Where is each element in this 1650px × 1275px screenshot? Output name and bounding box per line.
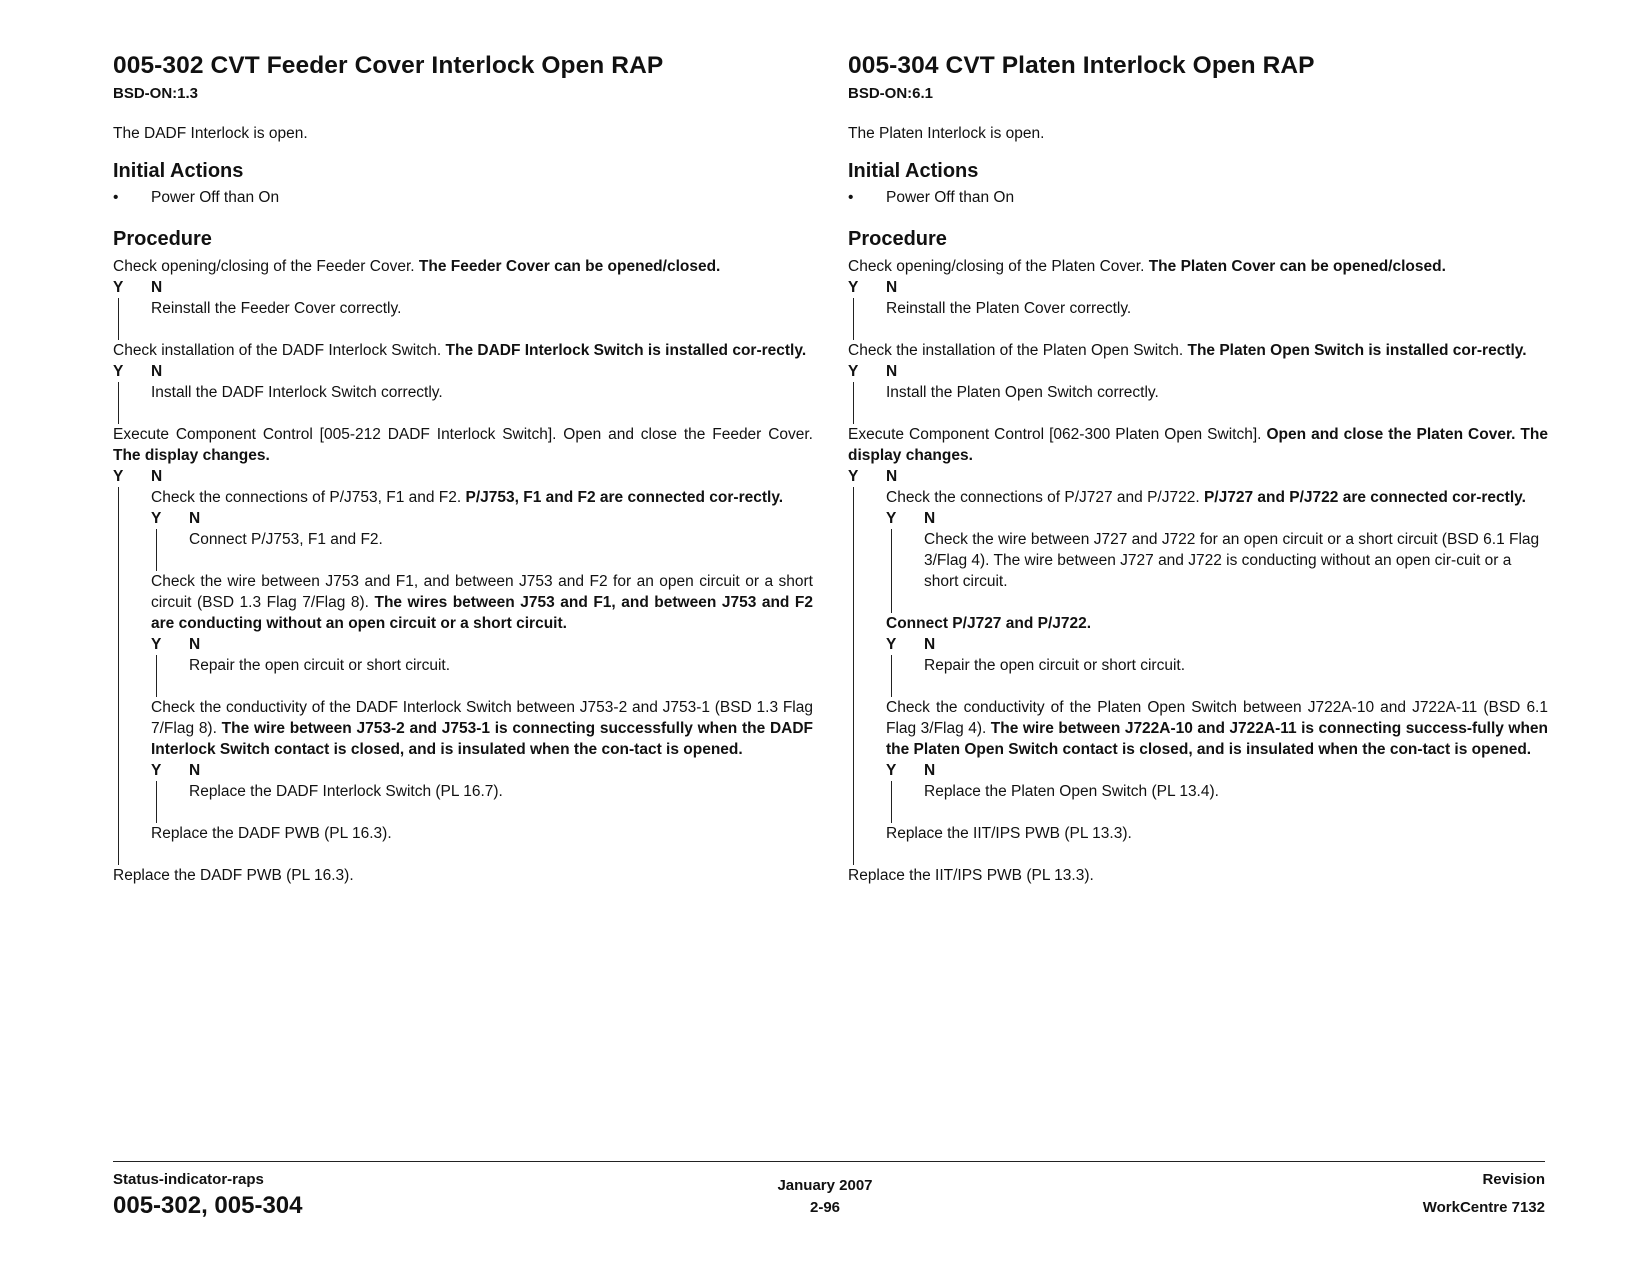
no-action: Reinstall the Feeder Cover correctly.	[151, 300, 402, 317]
footer-date: January 2007	[777, 1177, 873, 1194]
bullet-icon: •	[848, 189, 854, 206]
yes-no-labels: Y N	[113, 279, 163, 296]
yes-no-labels: Y N	[848, 363, 898, 380]
initial-action-item: • Power Off than On	[113, 189, 280, 206]
footer-revision: Revision	[1482, 1171, 1545, 1188]
yes-no-labels: Y N	[886, 762, 936, 779]
step-question: Execute Component Control [005-212 DADF Interlock Switch]. Open and close the Feeder Cover. The display changes.	[113, 426, 813, 464]
yes-no-labels: Y N	[886, 636, 936, 653]
yes-no-labels: Y N	[886, 510, 936, 527]
decision-branch	[886, 655, 1548, 697]
footer-codes: 005-302, 005-304	[113, 1192, 303, 1219]
initial-actions-heading: Initial Actions	[113, 160, 244, 182]
step-question: Execute Component Control [062-300 Platen Open Switch]. Open and close the Platen Cover. The display changes.	[848, 426, 1548, 464]
no-action: Repair the open circuit or short circuit.	[924, 657, 1186, 674]
fault-description: The DADF Interlock is open.	[113, 125, 308, 142]
bsd-reference: BSD-ON:1.3	[113, 85, 199, 102]
no-action: Connect P/J753, F1 and F2.	[189, 531, 383, 548]
procedure-heading: Procedure	[113, 228, 212, 250]
fault-description: The Platen Interlock is open.	[848, 125, 1045, 142]
yes-no-labels: Y N	[113, 468, 163, 485]
step-question: Check opening/closing of the Platen Cover. The Platen Cover can be opened/closed.	[848, 258, 1446, 275]
decision-branch	[886, 529, 1548, 613]
decision-branch	[151, 781, 813, 823]
no-action: Install the DADF Interlock Switch correctly.	[151, 384, 443, 401]
rap-005-304	[848, 50, 1548, 886]
decision-branch	[848, 298, 1548, 340]
no-action: Replace the DADF Interlock Switch (PL 16.7).	[189, 783, 503, 800]
yes-no-labels: Y N	[151, 510, 201, 527]
final-action: Replace the IIT/IPS PWB (PL 13.3).	[848, 867, 1094, 884]
decision-branch	[848, 382, 1548, 424]
procedure	[113, 256, 813, 886]
bullet-icon: •	[113, 189, 119, 206]
initial-actions-heading: Initial Actions	[848, 160, 979, 182]
step-question: Check the conductivity of the Platen Open Switch between J722A-10 and J722A-11 (BSD 6.1 Flag 3/Flag 4). The wire between J722A-10 and J722A-11 is connecting success-fully when the Platen Open Switch contact is closed, and is insulated when the con-tact is opened.	[886, 699, 1548, 758]
decision-branch	[151, 655, 813, 697]
decision-branch	[113, 382, 813, 424]
procedure	[848, 256, 1548, 886]
step-question: Check the wire between J753 and F1, and between J753 and F2 for an open circuit or a short circuit (BSD 1.3 Flag 7/Flag 8). The wires between J753 and F1, and between J753 and F2 are conducting without an open circuit or a short circuit.	[151, 573, 813, 632]
yes-action: Replace the DADF PWB (PL 16.3).	[151, 825, 392, 842]
step-question: Check the connections of P/J727 and P/J722. P/J727 and P/J722 are connected cor-rectly.	[886, 489, 1526, 506]
no-action: Install the Platen Open Switch correctly.	[886, 384, 1159, 401]
step-question: Check opening/closing of the Feeder Cover. The Feeder Cover can be opened/closed.	[113, 258, 721, 275]
step-question: Check the installation of the Platen Open Switch. The Platen Open Switch is installed cor-rectly.	[848, 342, 1527, 359]
decision-branch	[848, 487, 1548, 865]
decision-branch	[113, 298, 813, 340]
yes-no-labels: Y N	[151, 762, 201, 779]
final-action: Replace the DADF PWB (PL 16.3).	[113, 867, 354, 884]
decision-branch	[113, 487, 813, 865]
step-question: Check installation of the DADF Interlock Switch. The DADF Interlock Switch is installed cor-rectly.	[113, 342, 807, 359]
decision-branch	[151, 529, 813, 571]
initial-action-item: • Power Off than On	[848, 189, 1015, 206]
page-title: 005-302 CVT Feeder Cover Interlock Open RAP	[113, 52, 664, 79]
yes-no-labels: Y N	[113, 363, 163, 380]
yes-no-labels: Y N	[848, 468, 898, 485]
footer-section: Status-indicator-raps	[113, 1171, 264, 1188]
yes-no-labels: Y N	[151, 636, 201, 653]
yes-action: Replace the IIT/IPS PWB (PL 13.3).	[886, 825, 1132, 842]
no-action: Replace the Platen Open Switch (PL 13.4).	[924, 783, 1219, 800]
step-question: Check the connections of P/J753, F1 and F2. P/J753, F1 and F2 are connected cor-rectly.	[151, 489, 784, 506]
no-action: Check the wire between J727 and J722 for an open circuit or a short circuit (BSD 6.1 Flag 3/Flag 4). The wire between J727 and J722 is conducting without an open cir-cuit or a short circuit.	[924, 531, 1540, 590]
footer-divider	[113, 1161, 1545, 1162]
rap-005-302	[113, 50, 813, 886]
no-action: Repair the open circuit or short circuit.	[189, 657, 451, 674]
decision-branch	[886, 781, 1548, 823]
step-question: Check the conductivity of the DADF Interlock Switch between J753-2 and J753-1 (BSD 1.3 Flag 7/Flag 8). The wire between J753-2 and J753-1 is connecting successfully when the DADF Interlock Switch contact is closed, and is insulated when the con-tact is opened.	[151, 699, 814, 758]
bsd-reference: BSD-ON:6.1	[848, 85, 934, 102]
no-action: Reinstall the Platen Cover correctly.	[886, 300, 1132, 317]
footer-product: WorkCentre 7132	[1422, 1199, 1545, 1216]
procedure-heading: Procedure	[848, 228, 947, 250]
step-question: Connect P/J727 and P/J722.	[886, 615, 1092, 632]
yes-no-labels: Y N	[848, 279, 898, 296]
page-title: 005-304 CVT Platen Interlock Open RAP	[848, 52, 1315, 79]
page-number: 2-96	[809, 1199, 841, 1216]
